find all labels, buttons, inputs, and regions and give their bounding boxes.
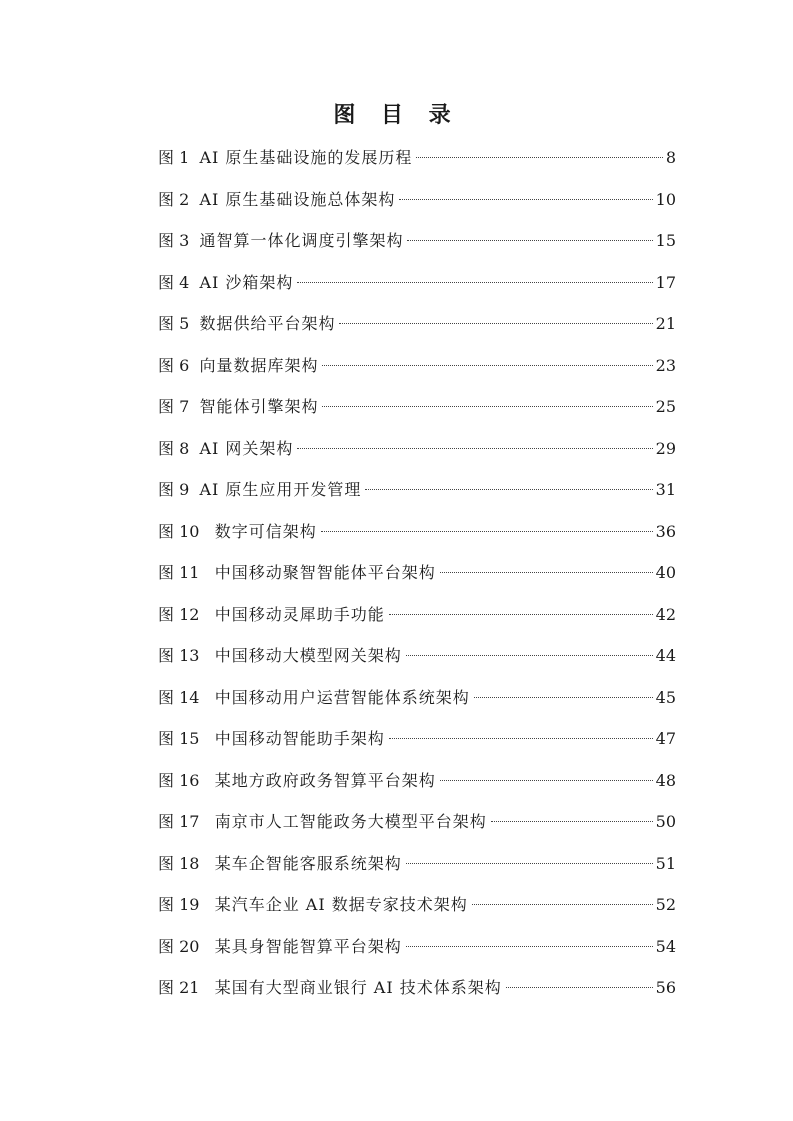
toc-entry[interactable] xyxy=(158,682,676,724)
figure-title: 中国移动用户运营智能体系统架构 xyxy=(214,687,470,707)
figure-number: 图 8 xyxy=(158,438,200,458)
toc-entry[interactable] xyxy=(158,474,676,516)
toc-entry[interactable] xyxy=(158,433,676,475)
figure-title: 通智算一体化调度引擎架构 xyxy=(199,231,404,250)
figure-number: 图 14 xyxy=(158,687,215,707)
figure-number: 图 1 xyxy=(158,148,200,167)
figure-number: 图 17 xyxy=(158,812,215,831)
figure-number: 图 4 xyxy=(158,272,200,292)
page-number: 15 xyxy=(655,231,676,250)
figure-title: AI 网关架构 xyxy=(199,438,294,458)
figure-number: 图 12 xyxy=(158,604,215,624)
figure-title: 数字可信架构 xyxy=(214,521,317,541)
toc-entry[interactable] xyxy=(158,308,676,350)
page-number: 48 xyxy=(655,770,676,790)
toc-entry[interactable] xyxy=(158,806,676,848)
figure-number: 图 21 xyxy=(158,978,215,997)
page-number: 44 xyxy=(655,646,676,665)
page-number: 54 xyxy=(655,936,676,956)
page-number: 47 xyxy=(655,729,676,748)
toc-entry[interactable] xyxy=(158,723,676,765)
figure-title: 中国移动大模型网关架构 xyxy=(214,646,402,665)
dot-leader xyxy=(474,697,653,698)
figure-number: 图 13 xyxy=(158,646,215,665)
dot-leader xyxy=(407,240,652,241)
toc-entry[interactable] xyxy=(158,848,676,890)
figure-title: 中国移动智能助手架构 xyxy=(214,729,385,748)
dot-leader xyxy=(506,987,653,988)
page-number: 17 xyxy=(655,272,676,292)
figure-number: 图 11 xyxy=(158,563,215,582)
figure-title: 某国有大型商业银行 AI 技术体系架构 xyxy=(214,978,502,997)
figure-title: 向量数据库架构 xyxy=(199,355,319,375)
figure-number: 图 5 xyxy=(158,314,200,333)
page-number: 31 xyxy=(655,480,676,499)
toc-entry[interactable] xyxy=(158,889,676,931)
figure-number: 图 2 xyxy=(158,189,200,209)
figure-number: 图 7 xyxy=(158,397,200,416)
dot-leader xyxy=(406,863,653,864)
toc-entry[interactable] xyxy=(158,931,676,973)
dot-leader xyxy=(491,821,653,822)
dot-leader xyxy=(406,946,653,947)
toc-entry[interactable] xyxy=(158,391,676,433)
toc-entry[interactable] xyxy=(158,516,676,558)
page-number: 50 xyxy=(655,812,676,831)
toc-entry[interactable] xyxy=(158,350,676,392)
toc-entry[interactable] xyxy=(158,972,676,1014)
figure-number: 图 18 xyxy=(158,853,215,873)
page-number: 52 xyxy=(655,895,676,914)
dot-leader xyxy=(322,406,652,407)
toc-entry[interactable] xyxy=(158,599,676,641)
page-number: 8 xyxy=(665,148,676,167)
figure-title: AI 原生基础设施的发展历程 xyxy=(199,148,413,167)
dot-leader xyxy=(472,904,653,905)
figure-title: 智能体引擎架构 xyxy=(199,397,319,416)
figure-title: 中国移动灵犀助手功能 xyxy=(214,604,385,624)
dot-leader xyxy=(440,572,653,573)
page-title: 图 目 录 xyxy=(333,103,460,128)
figure-title: AI 沙箱架构 xyxy=(199,272,294,292)
toc-entry[interactable] xyxy=(158,267,676,309)
page-number: 40 xyxy=(655,563,676,582)
dot-leader xyxy=(399,199,652,200)
figure-title: 某车企智能客服系统架构 xyxy=(214,853,402,873)
dot-leader xyxy=(389,738,653,739)
figure-title: 某具身智能智算平台架构 xyxy=(214,936,402,956)
figure-number: 图 9 xyxy=(158,480,200,499)
dot-leader xyxy=(365,489,652,490)
page-number: 21 xyxy=(655,314,676,333)
toc-entry[interactable] xyxy=(158,184,676,226)
figure-number: 图 15 xyxy=(158,729,215,748)
figure-title: AI 原生应用开发管理 xyxy=(199,480,362,499)
figure-number: 图 20 xyxy=(158,936,215,956)
figure-number: 图 3 xyxy=(158,231,200,250)
dot-leader xyxy=(389,614,653,615)
page-number: 25 xyxy=(655,397,676,416)
figure-number: 图 6 xyxy=(158,355,200,375)
toc-entry[interactable] xyxy=(158,225,676,267)
toc-entry[interactable] xyxy=(158,765,676,807)
dot-leader xyxy=(322,365,652,366)
figure-title: 南京市人工智能政务大模型平台架构 xyxy=(214,812,487,831)
figure-title: 数据供给平台架构 xyxy=(199,314,336,333)
dot-leader xyxy=(416,157,662,158)
page-number: 23 xyxy=(655,355,676,375)
dot-leader xyxy=(406,655,653,656)
toc-entry[interactable] xyxy=(158,142,676,184)
figure-number: 图 10 xyxy=(158,521,215,541)
page-number: 29 xyxy=(655,438,676,458)
figure-number: 图 19 xyxy=(158,895,215,914)
page-number: 56 xyxy=(655,978,676,997)
page-number: 10 xyxy=(655,189,676,209)
toc-entry[interactable] xyxy=(158,640,676,682)
page-number: 51 xyxy=(655,853,676,873)
page-number: 36 xyxy=(655,521,676,541)
page-number: 42 xyxy=(655,604,676,624)
figure-number: 图 16 xyxy=(158,770,215,790)
dot-leader xyxy=(297,448,652,449)
figure-title: 中国移动聚智智能体平台架构 xyxy=(214,563,436,582)
toc-entry[interactable] xyxy=(158,557,676,599)
page-number: 45 xyxy=(655,687,676,707)
dot-leader xyxy=(440,780,653,781)
dot-leader xyxy=(321,531,653,532)
figure-title: 某地方政府政务智算平台架构 xyxy=(214,770,436,790)
figure-title: 某汽车企业 AI 数据专家技术架构 xyxy=(214,895,468,914)
figure-list xyxy=(158,142,676,1014)
dot-leader xyxy=(339,323,652,324)
figure-title: AI 原生基础设施总体架构 xyxy=(199,189,396,209)
dot-leader xyxy=(297,282,652,283)
